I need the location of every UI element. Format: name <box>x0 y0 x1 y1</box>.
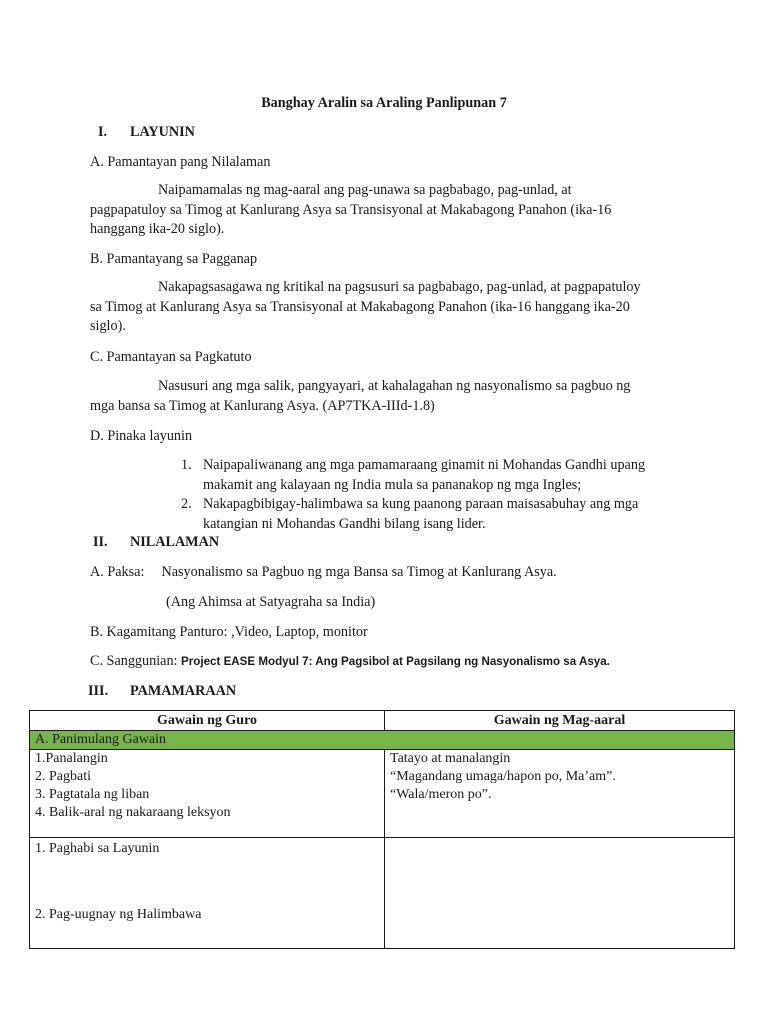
section-number: III. <box>88 683 109 699</box>
cell-line: 4. Balik-aral ng nakaraang leksyon <box>35 805 231 820</box>
list-item-line2: katangian ni Mohandas Gandhi bilang isang lider. <box>203 515 486 532</box>
sanggunian-line <box>90 653 610 670</box>
paragraph-c-line2: mga bansa sa Timog at Kanlurang Asya. (AP7TKA-IIId-1.8) <box>90 397 435 414</box>
section-number: II. <box>93 534 108 550</box>
cell-line: 3. Pagtatala ng liban <box>35 787 150 802</box>
paragraph-a <box>90 181 675 240</box>
subheading-a: A. Pamantayan pang Nilalaman <box>90 154 271 170</box>
column-header-guro: Gawain ng Guro <box>30 711 385 731</box>
paksa-label: A. Paksa: <box>90 564 145 580</box>
list-item-number: 1. <box>181 457 192 473</box>
section-label: LAYUNIN <box>130 124 195 140</box>
paragraph-a-line1: Naipamamalas ng mag-aaral ang pag-unawa sa pagbabago, pag-unlad, at <box>158 182 572 198</box>
lesson-procedure-table <box>29 710 735 949</box>
section-label: NILALAMAN <box>130 534 220 550</box>
paragraph-c-line1: Nasusuri ang mga salik, pangyayari, at kahalagahan ng nasyonalismo sa pagbuo ng <box>158 378 631 394</box>
paragraph-b <box>90 278 675 337</box>
section-number: I. <box>98 124 108 140</box>
subheading-b: B. Pamantayang sa Pagganap <box>90 251 258 267</box>
list-item <box>181 495 681 534</box>
list-item-line1: Nakapagbibigay-halimbawa sa kung paanong paraan maisasabuhay ang mga <box>203 496 639 512</box>
list-item-line1: Naipapaliwanang ang mga pamamaraang ginamit ni Mohandas Gandhi upang <box>203 457 646 473</box>
kagamitan-line: B. Kagamitang Panturo: ,Video, Laptop, monitor <box>90 624 368 640</box>
cell-line: 1.Panalangin <box>35 751 108 766</box>
cell-guro <box>30 838 385 949</box>
cell-line: 1. Paghabi sa Layunin <box>35 841 160 856</box>
paragraph-a-line3: hanggang ika-20 siglo). <box>90 221 225 237</box>
list-item-line2: makamit ang kalayaan ng India mula sa pananakop ng mga Ingles; <box>203 476 582 493</box>
cell-line: “Wala/meron po”. <box>390 787 492 802</box>
cell-magaaral-empty <box>385 838 735 949</box>
sanggunian-label: C. Sanggunian: <box>90 653 178 669</box>
paksa-line <box>90 564 557 581</box>
paragraph-b-line1: Nakapagsasagawa ng kritikal na pagsusuri sa pagbabago, pag-unlad, at pagpapatuloy <box>158 279 641 295</box>
list-item-number: 2. <box>181 496 192 512</box>
cell-line: 2. Pag-uugnay ng Halimbawa <box>35 907 202 922</box>
cell-line: Tatayo at manalangin <box>390 751 511 766</box>
cell-guro <box>30 750 385 838</box>
paksa-value: Nasyonalismo sa Pagbuo ng mga Bansa sa Timog at Kanlurang Asya. <box>161 564 557 580</box>
paragraph-c <box>90 377 675 416</box>
cell-magaaral <box>385 750 735 838</box>
list-item <box>181 456 681 495</box>
cell-line: 2. Pagbati <box>35 769 91 784</box>
table-band-row <box>30 731 735 750</box>
sanggunian-value: Project EASE Modyul 7: Ang Pagsibol at Pagsilang ng Nasyonalismo sa Asya. <box>181 655 610 668</box>
column-header-magaaral: Gawain ng Mag-aaral <box>385 711 735 731</box>
objectives-list <box>181 456 681 534</box>
paragraph-b-line2: sa Timog at Kanlurang Asya sa Transisyonal at Makabagong Panahon (ika-16 hanggang ika-20 <box>90 298 630 315</box>
section-label: PAMAMARAAN <box>130 683 237 699</box>
table-row <box>30 750 735 838</box>
band-label: A. Panimulang Gawain <box>30 731 735 750</box>
paragraph-a-line2: pagpapatuloy sa Timog at Kanlurang Asya sa Transisyonal at Makabagong Panahon (ika-16 <box>90 201 612 218</box>
table-header-row <box>30 711 735 731</box>
paksa-subtitle: (Ang Ahimsa at Satyagraha sa India) <box>166 594 376 610</box>
subheading-c: C. Pamantayan sa Pagkatuto <box>90 349 252 365</box>
paragraph-b-line3: siglo). <box>90 318 126 334</box>
subheading-d: D. Pinaka layunin <box>90 428 193 444</box>
cell-line: “Magandang umaga/hapon po, Ma’am”. <box>390 769 616 784</box>
document-title: Banghay Aralin sa Araling Panlipunan 7 <box>261 95 507 111</box>
table-row <box>30 838 735 949</box>
